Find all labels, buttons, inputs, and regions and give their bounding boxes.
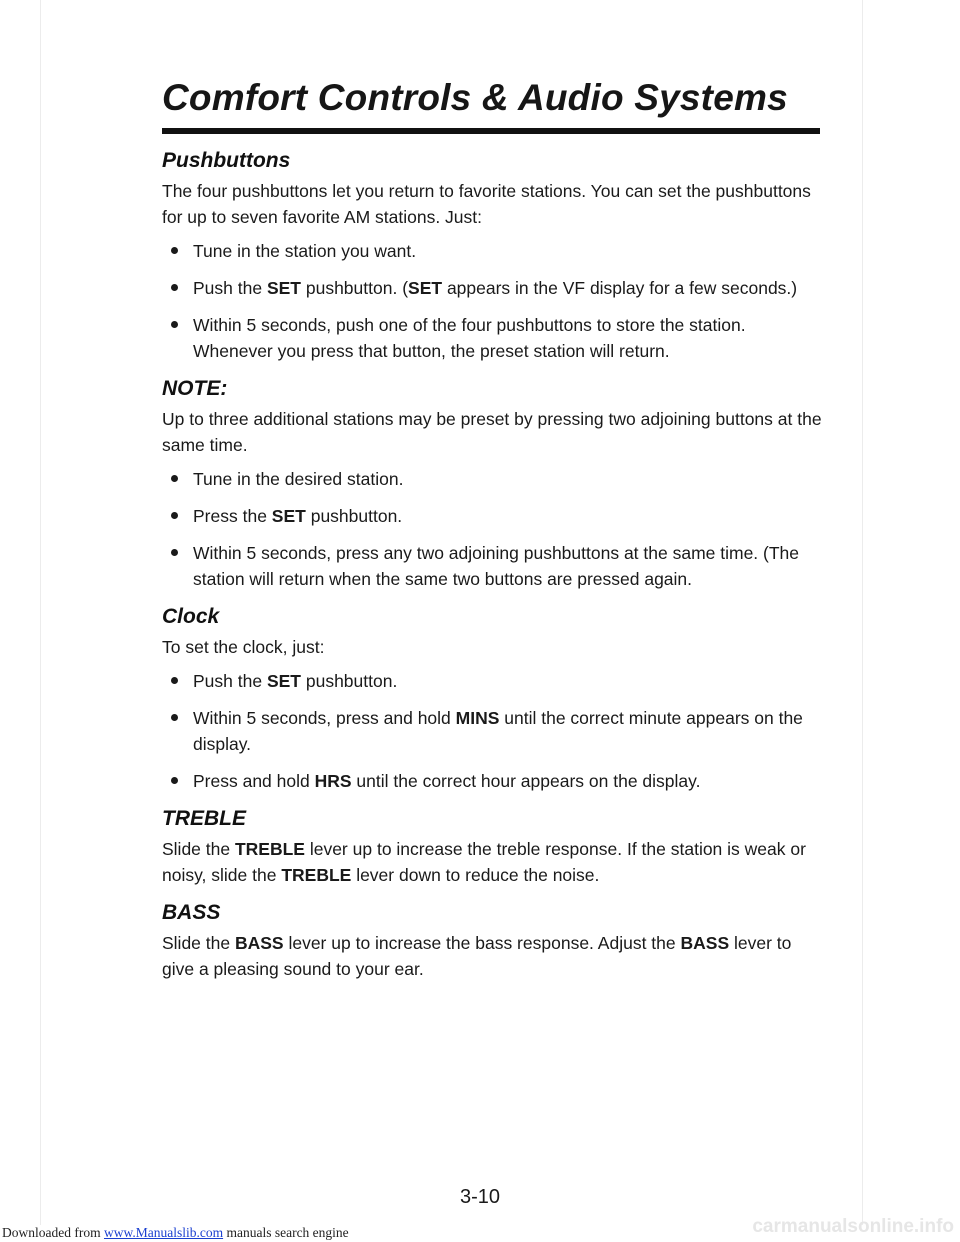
page-content — [162, 148, 822, 994]
body-text: lever up to increase the treble response. If the station is weak or noisy, slide the — [162, 839, 806, 885]
page-edge-right — [862, 0, 863, 1225]
bullet-item — [168, 238, 822, 264]
section-paragraph: The four pushbuttons let you return to favorite stations. You can set the pushbuttons for up to seven favorite AM stations. Just: — [162, 181, 811, 227]
bullet-list — [162, 466, 822, 592]
bullet-item — [168, 705, 822, 757]
body-text: Push the — [193, 671, 267, 691]
page-number: 3-10 — [459, 1186, 501, 1208]
section-title: BASS — [162, 901, 221, 924]
bullet-item — [168, 466, 822, 492]
section-clock — [162, 604, 822, 794]
body-text: lever up to increase the bass response. Adjust the — [283, 933, 681, 953]
body-text: until the correct minute appears on the display. — [193, 708, 803, 754]
keyword-text: TREBLE — [234, 839, 305, 859]
section-paragraph — [162, 930, 822, 982]
section-title: TREBLE — [162, 807, 246, 830]
bullet-item — [168, 668, 822, 694]
section-paragraph: Up to three additional stations may be preset by pressing two adjoining buttons at the same time. — [162, 409, 822, 455]
keyword-text: SET — [266, 278, 301, 298]
body-text: pushbutton. — [301, 671, 398, 691]
section-paragraph: To set the clock, just: — [162, 637, 325, 657]
section-title: Pushbuttons — [162, 149, 291, 172]
body-text: Tune in the desired station. — [193, 469, 404, 489]
body-text: Slide the — [162, 933, 235, 953]
keyword-text: BASS — [234, 933, 284, 953]
bullet-item — [168, 540, 822, 592]
body-text: Within 5 seconds, press any two adjoining pushbuttons at the same time. (The station will return when the same two buttons are pressed again. — [193, 543, 800, 589]
keyword-text: SET — [266, 671, 301, 691]
bullet-list — [162, 668, 822, 794]
section-note — [162, 376, 822, 592]
footer-suffix: manuals search engine — [223, 1225, 349, 1240]
bullet-item — [168, 503, 822, 529]
body-text: lever to give a pleasing sound to your ear. — [162, 933, 792, 979]
keyword-text: SET — [408, 278, 443, 298]
body-text: Press and hold — [193, 771, 315, 791]
section-treble — [162, 806, 822, 888]
body-text: Push the — [193, 278, 267, 298]
section-paragraph — [162, 836, 822, 888]
body-text: lever down to reduce the noise. — [351, 865, 600, 885]
bullet-item — [168, 275, 822, 301]
keyword-text: MINS — [455, 708, 500, 728]
section-title: Clock — [162, 605, 220, 628]
page-edge-left — [40, 0, 41, 1225]
keyword-text: SET — [271, 506, 306, 526]
bullet-list — [162, 238, 822, 364]
section-pushbuttons — [162, 148, 822, 364]
section-title: NOTE: — [162, 377, 228, 400]
body-text: Within 5 seconds, push one of the four pushbuttons to store the station. Whenever you press that button, the preset station will return. — [193, 315, 746, 361]
body-text: pushbutton. ( — [301, 278, 409, 298]
header-title: Comfort Controls & Audio Systems — [162, 77, 788, 118]
body-text: appears in the VF display for a few seconds.) — [442, 278, 798, 298]
body-text: until the correct hour appears on the display. — [351, 771, 701, 791]
page-header — [162, 76, 820, 120]
body-text: Within 5 seconds, press and hold — [193, 708, 456, 728]
footer-watermark: carmanualsonline.info — [752, 1216, 954, 1237]
keyword-text: BASS — [680, 933, 730, 953]
body-text: Slide the — [162, 839, 235, 859]
bullet-item — [168, 768, 822, 794]
body-text: Tune in the station you want. — [193, 241, 417, 261]
keyword-text: TREBLE — [281, 865, 352, 885]
footer-download-notice — [2, 1225, 349, 1241]
manualslib-link[interactable]: www.Manualslib.com — [103, 1225, 224, 1240]
header-rule — [162, 128, 820, 134]
footer-prefix: Downloaded from — [2, 1225, 104, 1240]
keyword-text: HRS — [314, 771, 352, 791]
bullet-item — [168, 312, 822, 364]
section-bass — [162, 900, 822, 982]
body-text: Press the — [193, 506, 272, 526]
body-text: pushbutton. — [305, 506, 403, 526]
